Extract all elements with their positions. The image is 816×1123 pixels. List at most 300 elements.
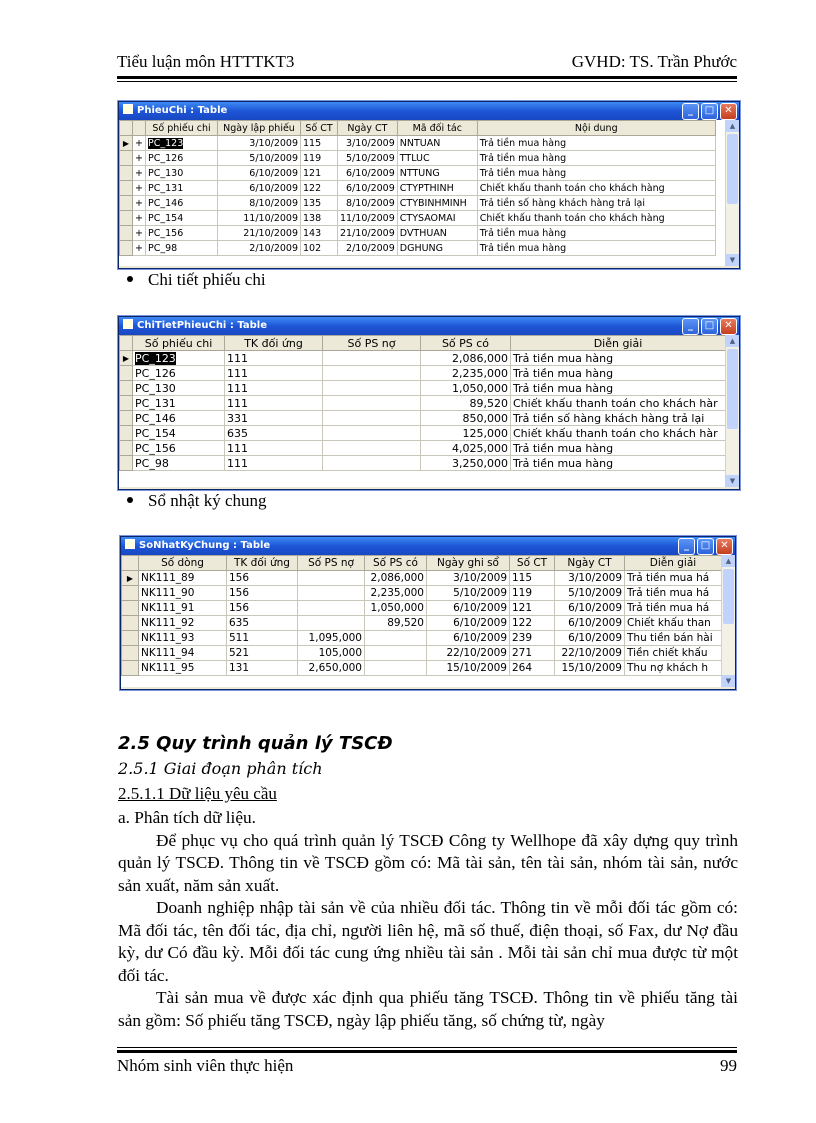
maximize-icon[interactable]: □ <box>701 318 718 335</box>
column-header[interactable]: Số PS nợ <box>298 556 365 571</box>
table-cell[interactable] <box>139 571 227 586</box>
table-cell[interactable] <box>365 631 427 646</box>
table-cell[interactable] <box>218 241 301 256</box>
table-cell[interactable] <box>133 426 225 441</box>
vertical-scrollbar[interactable] <box>721 555 735 687</box>
table-cell[interactable] <box>511 456 726 471</box>
sub-heading-a: a. Phân tích dữ liệu. <box>118 808 256 827</box>
table-cell[interactable] <box>139 586 227 601</box>
table-cell[interactable] <box>427 646 510 661</box>
table-cell[interactable] <box>301 211 338 226</box>
table-cell[interactable] <box>323 366 421 381</box>
scroll-thumb[interactable] <box>727 134 738 204</box>
column-header[interactable]: Số CT <box>510 556 555 571</box>
table-cell[interactable] <box>397 166 477 181</box>
table-cell[interactable] <box>225 441 323 456</box>
cell-value: 6/10/2009 <box>249 167 298 179</box>
table-cell[interactable] <box>625 646 722 661</box>
table-cell[interactable] <box>139 601 227 616</box>
table-cell[interactable] <box>421 456 511 471</box>
table-row[interactable] <box>122 571 722 586</box>
table-cell[interactable] <box>510 661 555 676</box>
table-cell[interactable] <box>323 381 421 396</box>
table-cell[interactable] <box>298 586 365 601</box>
table-cell[interactable] <box>555 616 625 631</box>
table-cell[interactable] <box>338 241 398 256</box>
expand-plus-icon[interactable]: + <box>133 241 146 256</box>
table-cell[interactable] <box>227 586 298 601</box>
cell-value: 331 <box>227 411 248 425</box>
table-cell[interactable] <box>365 586 427 601</box>
expand-plus-icon[interactable]: + <box>133 181 146 196</box>
table-cell[interactable] <box>477 226 715 241</box>
table-row[interactable] <box>120 411 726 426</box>
minimize-icon[interactable]: _ <box>682 103 699 120</box>
table-cell[interactable] <box>323 396 421 411</box>
cell-value: 122 <box>303 182 322 194</box>
table-cell[interactable] <box>323 426 421 441</box>
column-header[interactable]: Nội dung <box>477 121 715 136</box>
column-header[interactable]: Số CT <box>301 121 338 136</box>
column-header[interactable]: Ngày CT <box>555 556 625 571</box>
table-cell[interactable] <box>511 411 726 426</box>
table-cell[interactable] <box>365 601 427 616</box>
vertical-scrollbar[interactable] <box>725 335 739 487</box>
table-cell[interactable] <box>133 441 225 456</box>
cell-value: Trả tiền mua hàng <box>479 227 567 239</box>
record-selector[interactable] <box>120 381 133 396</box>
table-row[interactable] <box>120 181 716 196</box>
scroll-down-icon[interactable]: ▼ <box>726 254 739 266</box>
table-row[interactable] <box>120 241 716 256</box>
table-cell[interactable] <box>301 241 338 256</box>
table-cell[interactable] <box>133 366 225 381</box>
table-cell[interactable] <box>298 571 365 586</box>
table-cell[interactable] <box>477 181 715 196</box>
table-cell[interactable] <box>397 181 477 196</box>
table-cell[interactable] <box>133 381 225 396</box>
table-cell[interactable] <box>421 441 511 456</box>
table-cell[interactable] <box>555 601 625 616</box>
cell-value: PC_126 <box>148 152 184 164</box>
table-cell[interactable] <box>323 456 421 471</box>
maximize-icon[interactable]: □ <box>701 103 718 120</box>
table-row[interactable] <box>120 426 726 441</box>
bullet-icon <box>127 276 133 282</box>
table-cell[interactable] <box>511 351 726 366</box>
table-cell[interactable] <box>218 226 301 241</box>
column-header[interactable]: Số PS có <box>421 336 511 351</box>
table-cell[interactable] <box>298 616 365 631</box>
expand-plus-icon[interactable]: + <box>133 211 146 226</box>
record-selector[interactable] <box>122 586 139 601</box>
record-selector[interactable] <box>120 441 133 456</box>
cell-value: 115 <box>303 137 322 149</box>
table-cell[interactable] <box>139 631 227 646</box>
table-cell[interactable] <box>625 616 722 631</box>
column-header[interactable]: Mã đối tác <box>397 121 477 136</box>
cell-value: 5/10/2009 <box>453 587 507 599</box>
header-row <box>120 336 726 351</box>
expand-plus-icon[interactable]: + <box>133 166 146 181</box>
table-cell[interactable] <box>301 226 338 241</box>
expand-plus-icon[interactable]: + <box>133 226 146 241</box>
table-cell[interactable] <box>323 351 421 366</box>
cell-value: 6/10/2009 <box>346 167 395 179</box>
close-icon[interactable]: ✕ <box>720 318 737 335</box>
table-cell[interactable] <box>146 241 218 256</box>
table-cell[interactable] <box>427 571 510 586</box>
table-cell[interactable] <box>146 151 218 166</box>
table-row[interactable] <box>120 351 726 366</box>
selector-header <box>122 556 139 571</box>
column-header[interactable]: Số phiếu chi <box>146 121 218 136</box>
record-selector[interactable] <box>120 211 133 226</box>
column-header[interactable]: Số PS nợ <box>323 336 421 351</box>
table-cell[interactable] <box>298 601 365 616</box>
table-cell[interactable] <box>323 411 421 426</box>
table-cell[interactable] <box>397 151 477 166</box>
table-cell[interactable] <box>146 226 218 241</box>
table-row[interactable] <box>122 601 722 616</box>
column-header[interactable]: Diễn giải <box>511 336 726 351</box>
cell-value: Chiết khấu thanh toán cho khách hàr <box>513 396 718 410</box>
table-cell[interactable] <box>218 181 301 196</box>
record-selector-icon[interactable]: ▶ <box>120 136 133 151</box>
column-header[interactable]: Ngày CT <box>338 121 398 136</box>
phieuchi-table <box>119 120 716 256</box>
table-cell[interactable] <box>218 211 301 226</box>
cell-value: NK111_91 <box>141 602 195 614</box>
table-row[interactable] <box>120 136 716 151</box>
bullet-label: Sổ nhật ký chung <box>148 491 267 510</box>
window-title: SoNhatKyChung : Table <box>139 540 271 551</box>
column-header[interactable]: Diễn giải <box>625 556 722 571</box>
table-cell[interactable] <box>555 571 625 586</box>
table-cell[interactable] <box>625 631 722 646</box>
paragraph: Để phục vụ cho quá trình quản lý TSCĐ Công ty Wellhope đã xây dựng quy trình quản lý TSCĐ. Thông tin về TSCĐ gồm có: Mã tài sản, tên tài sản, nhóm tài sản, nước sản xuất, năm sản xuất. <box>118 830 738 895</box>
table-cell[interactable] <box>427 586 510 601</box>
scroll-up-icon[interactable]: ▲ <box>726 120 739 132</box>
table-row[interactable] <box>120 196 716 211</box>
scroll-up-icon[interactable]: ▲ <box>726 335 739 347</box>
column-header[interactable]: Ngày lập phiếu <box>218 121 301 136</box>
window-title: PhieuChi : Table <box>137 105 228 116</box>
section-heading: 2.5 Quy trình quản lý TSCĐ <box>118 733 393 754</box>
table-cell[interactable] <box>427 616 510 631</box>
cell-value: Trả tiền mua hàng <box>513 351 614 365</box>
table-cell[interactable] <box>225 351 323 366</box>
table-cell[interactable] <box>298 631 365 646</box>
table-cell[interactable] <box>397 196 477 211</box>
table-row[interactable] <box>122 646 722 661</box>
cell-value: 119 <box>303 152 322 164</box>
table-cell[interactable] <box>421 426 511 441</box>
cell-value: Trả tiền mua hàng <box>513 381 614 395</box>
table-cell[interactable] <box>511 381 726 396</box>
column-header[interactable]: Ngày ghi sổ <box>427 556 510 571</box>
minimize-icon[interactable]: _ <box>682 318 699 335</box>
table-cell[interactable] <box>511 441 726 456</box>
record-selector[interactable] <box>120 396 133 411</box>
table-cell[interactable] <box>421 396 511 411</box>
record-selector[interactable] <box>120 411 133 426</box>
record-selector[interactable] <box>120 196 133 211</box>
cell-value: 3/10/2009 <box>568 572 622 584</box>
table-cell[interactable] <box>555 661 625 676</box>
table-cell[interactable] <box>218 151 301 166</box>
titlebar[interactable] <box>121 537 735 555</box>
cell-value: 15/10/2009 <box>446 662 507 674</box>
table-cell[interactable] <box>511 366 726 381</box>
record-selector[interactable] <box>120 181 133 196</box>
table-cell[interactable] <box>301 136 338 151</box>
record-selector[interactable] <box>120 456 133 471</box>
table-cell[interactable] <box>227 661 298 676</box>
table-cell[interactable] <box>625 571 722 586</box>
cell-value: PC_98 <box>135 456 169 470</box>
table-row[interactable] <box>122 661 722 676</box>
table-cell[interactable] <box>225 396 323 411</box>
table-cell[interactable] <box>218 136 301 151</box>
table-row[interactable] <box>120 366 726 381</box>
table-cell[interactable] <box>227 601 298 616</box>
table-cell[interactable] <box>427 631 510 646</box>
table-row[interactable] <box>122 586 722 601</box>
chitietphieuchi-window <box>118 316 740 490</box>
table-cell[interactable] <box>365 661 427 676</box>
table-cell[interactable] <box>510 571 555 586</box>
table-cell[interactable] <box>365 571 427 586</box>
table-cell[interactable] <box>511 396 726 411</box>
table-cell[interactable] <box>227 646 298 661</box>
table-cell[interactable] <box>338 211 398 226</box>
cell-value: 239 <box>512 632 533 644</box>
table-cell[interactable] <box>323 441 421 456</box>
cell-value: 115 <box>512 572 533 584</box>
table-cell[interactable] <box>338 151 398 166</box>
table-cell[interactable] <box>146 136 218 151</box>
close-icon[interactable]: ✕ <box>720 103 737 120</box>
scroll-up-icon[interactable]: ▲ <box>722 555 735 567</box>
cell-value: 89,520 <box>469 396 508 410</box>
table-cell[interactable] <box>625 661 722 676</box>
table-cell[interactable] <box>133 456 225 471</box>
table-cell[interactable] <box>133 411 225 426</box>
record-selector[interactable] <box>122 661 139 676</box>
minimize-icon[interactable]: _ <box>678 538 695 555</box>
record-selector[interactable] <box>120 366 133 381</box>
table-cell[interactable] <box>146 166 218 181</box>
table-cell[interactable] <box>397 226 477 241</box>
table-cell[interactable] <box>301 196 338 211</box>
table-cell[interactable] <box>338 181 398 196</box>
close-icon[interactable]: ✕ <box>716 538 733 555</box>
column-header[interactable]: Số dòng <box>139 556 227 571</box>
selector-header <box>120 121 133 136</box>
table-row[interactable] <box>120 441 726 456</box>
cell-value: 511 <box>229 632 250 644</box>
table-cell[interactable] <box>338 166 398 181</box>
table-cell[interactable] <box>301 166 338 181</box>
table-cell[interactable] <box>510 646 555 661</box>
paragraph: Tài sản mua về được xác định qua phiếu tăng TSCĐ. Thông tin về phiếu tăng tài sản gồm: Số phiếu tăng TSCĐ, ngày lập phiếu tăng, số chứng từ, ngày <box>118 988 738 1030</box>
table-cell[interactable] <box>301 151 338 166</box>
cell-value: 11/10/2009 <box>340 212 395 224</box>
scroll-down-icon[interactable]: ▼ <box>722 675 735 687</box>
table-cell[interactable] <box>477 136 715 151</box>
table-cell[interactable] <box>477 196 715 211</box>
expand-plus-icon[interactable]: + <box>133 136 146 151</box>
scroll-down-icon[interactable]: ▼ <box>726 475 739 487</box>
record-selector-icon[interactable]: ▶ <box>120 351 133 366</box>
record-selector[interactable] <box>122 616 139 631</box>
sonhatkychung-window <box>120 536 736 690</box>
record-selector[interactable] <box>120 151 133 166</box>
table-cell[interactable] <box>338 196 398 211</box>
cell-value: NK111_92 <box>141 617 195 629</box>
table-cell[interactable] <box>421 366 511 381</box>
table-row[interactable] <box>120 226 716 241</box>
table-row[interactable] <box>120 166 716 181</box>
record-selector[interactable] <box>120 426 133 441</box>
table-cell[interactable] <box>227 571 298 586</box>
cell-value: Trả tiền mua hàng <box>513 441 614 455</box>
table-cell[interactable] <box>218 166 301 181</box>
table-cell[interactable] <box>146 196 218 211</box>
cell-value: Trả tiền số hàng khách hàng trả lại <box>479 197 645 209</box>
table-row[interactable] <box>120 151 716 166</box>
cell-value: CTYPTHINH <box>399 182 454 194</box>
footer-rule-thin <box>117 1047 737 1048</box>
expand-plus-icon[interactable]: + <box>133 196 146 211</box>
cell-value: 22/10/2009 <box>446 647 507 659</box>
table-cell[interactable] <box>225 366 323 381</box>
table-cell[interactable] <box>225 411 323 426</box>
chitietphieuchi-table <box>119 335 726 471</box>
vertical-scrollbar[interactable] <box>725 120 739 266</box>
record-selector[interactable] <box>122 601 139 616</box>
table-cell[interactable] <box>555 586 625 601</box>
table-row[interactable] <box>120 211 716 226</box>
record-selector[interactable] <box>122 631 139 646</box>
titlebar[interactable] <box>119 317 739 335</box>
table-cell[interactable] <box>365 646 427 661</box>
table-cell[interactable] <box>227 616 298 631</box>
cell-value: 2,235,000 <box>452 366 508 380</box>
table-cell[interactable] <box>227 631 298 646</box>
scroll-thumb[interactable] <box>723 569 734 624</box>
column-header[interactable]: Số phiếu chi <box>133 336 225 351</box>
table-cell[interactable] <box>225 456 323 471</box>
scroll-thumb[interactable] <box>727 349 738 429</box>
table-row[interactable] <box>120 381 726 396</box>
table-cell[interactable] <box>139 661 227 676</box>
table-cell[interactable] <box>301 181 338 196</box>
table-cell[interactable] <box>510 616 555 631</box>
table-cell[interactable] <box>421 351 511 366</box>
table-cell[interactable] <box>510 586 555 601</box>
titlebar[interactable] <box>119 102 739 120</box>
table-row[interactable] <box>120 396 726 411</box>
table-cell[interactable] <box>421 411 511 426</box>
table-cell[interactable] <box>225 381 323 396</box>
record-selector[interactable] <box>122 646 139 661</box>
table-cell[interactable] <box>427 601 510 616</box>
datasheet <box>119 335 739 487</box>
table-cell[interactable] <box>146 181 218 196</box>
cell-value: PC_156 <box>135 441 176 455</box>
cell-value: 5/10/2009 <box>568 587 622 599</box>
table-cell[interactable] <box>477 211 715 226</box>
table-cell[interactable] <box>625 601 722 616</box>
table-cell[interactable] <box>139 646 227 661</box>
column-header[interactable]: Số PS có <box>365 556 427 571</box>
table-cell[interactable] <box>225 426 323 441</box>
table-cell[interactable] <box>511 426 726 441</box>
cell-value: 3/10/2009 <box>346 137 395 149</box>
subsubsection-heading: 2.5.1.1 Dữ liệu yêu cầu <box>118 784 277 803</box>
expand-plus-icon[interactable]: + <box>133 151 146 166</box>
table-cell[interactable] <box>421 381 511 396</box>
record-selector[interactable] <box>120 166 133 181</box>
table-row[interactable] <box>120 456 726 471</box>
table-cell[interactable] <box>298 661 365 676</box>
cell-value: TTLUC <box>399 152 430 164</box>
cell-value: PC_123 <box>148 137 184 149</box>
table-cell[interactable] <box>133 351 225 366</box>
table-cell[interactable] <box>510 631 555 646</box>
cell-value: 21/10/2009 <box>243 227 298 239</box>
table-cell[interactable] <box>133 396 225 411</box>
table-cell[interactable] <box>338 136 398 151</box>
table-cell[interactable] <box>555 631 625 646</box>
table-cell[interactable] <box>555 646 625 661</box>
table-cell[interactable] <box>397 241 477 256</box>
cell-value: Chiết khấu thanh toán cho khách hàng <box>479 182 665 194</box>
table-cell[interactable] <box>365 616 427 631</box>
table-cell[interactable] <box>139 616 227 631</box>
table-cell[interactable] <box>510 601 555 616</box>
cell-value: 1,050,000 <box>452 381 508 395</box>
table-cell[interactable] <box>397 211 477 226</box>
table-cell[interactable] <box>625 586 722 601</box>
cell-value: PC_146 <box>148 197 184 209</box>
record-selector[interactable] <box>120 226 133 241</box>
table-cell[interactable] <box>218 196 301 211</box>
table-cell[interactable] <box>477 241 715 256</box>
table-cell[interactable] <box>397 136 477 151</box>
column-header[interactable]: TK đối ứng <box>225 336 323 351</box>
table-cell[interactable] <box>427 661 510 676</box>
cell-value: Trả tiền mua hàng <box>479 242 567 254</box>
table-row[interactable] <box>122 631 722 646</box>
table-cell[interactable] <box>146 211 218 226</box>
table-cell[interactable] <box>338 226 398 241</box>
cell-value: 850,000 <box>462 411 508 425</box>
table-cell[interactable] <box>298 646 365 661</box>
maximize-icon[interactable]: □ <box>697 538 714 555</box>
table-cell[interactable] <box>477 166 715 181</box>
table-row[interactable] <box>122 616 722 631</box>
cell-value: 119 <box>512 587 533 599</box>
table-icon <box>125 539 135 549</box>
column-header[interactable]: TK đối ứng <box>227 556 298 571</box>
table-cell[interactable] <box>477 151 715 166</box>
record-selector-icon[interactable]: ▶ <box>122 571 139 586</box>
cell-value: Chiết khấu thanh toán cho khách hàng <box>479 212 665 224</box>
record-selector[interactable] <box>120 241 133 256</box>
